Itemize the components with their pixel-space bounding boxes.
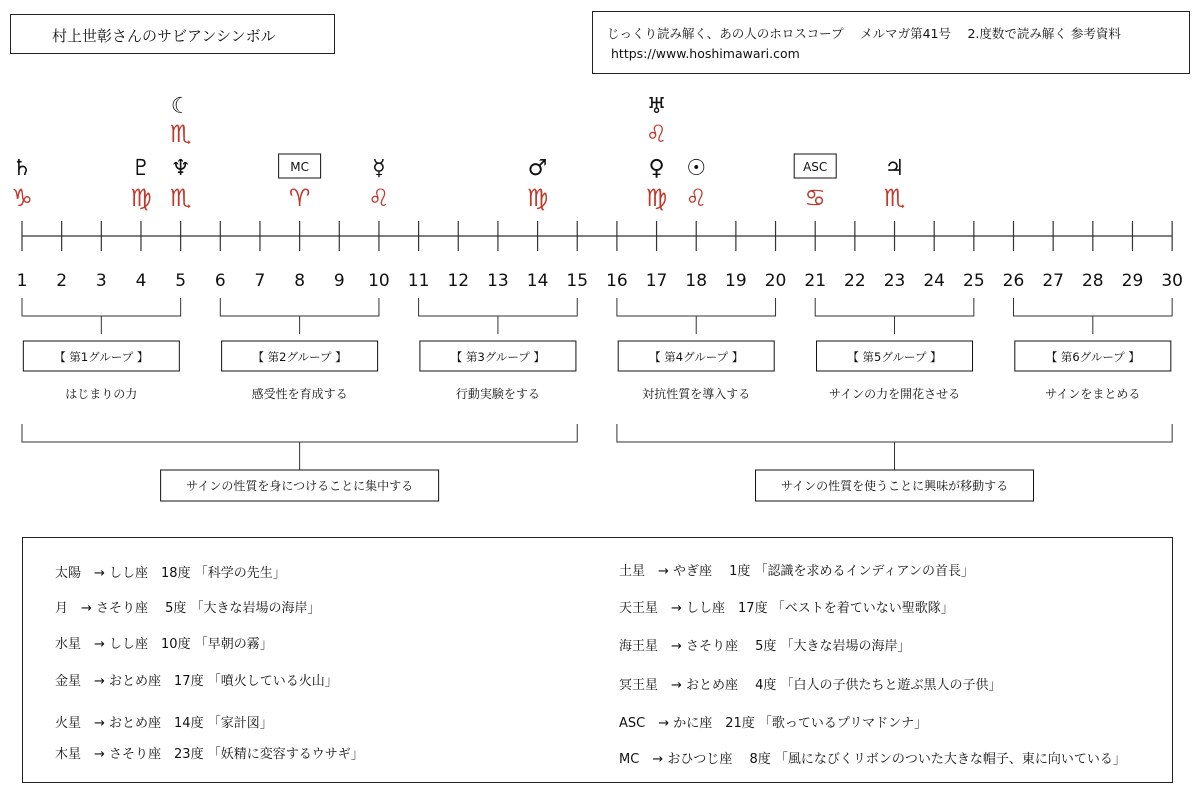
symbol-list-item: ASC → かに座 21度 「歌っているプリマドンナ」 <box>619 716 928 731</box>
group-label: 【 第5グループ 】 <box>847 350 942 364</box>
symbol-list-item: 冥王星 → おとめ座 4度 「白人の子供たちと遊ぶ黒人の子供」 <box>619 678 1002 693</box>
angle-label: ASC <box>803 160 828 174</box>
zodiac-sign-icon: ♌ <box>685 184 707 212</box>
tick-label: 21 <box>804 271 827 291</box>
tick-label: 4 <box>135 271 147 291</box>
angle-label: MC <box>290 160 309 174</box>
symbol-list-item: 土星 → やぎ座 1度 「認識を求めるインディアンの首長」 <box>619 564 975 579</box>
tick-label: 17 <box>645 271 668 291</box>
info-url: https://www.hoshimawari.com <box>611 46 800 61</box>
symbol-list-item: 太陽 → しし座 18度 「科学の先生」 <box>55 566 286 581</box>
tick-label: 20 <box>764 271 787 291</box>
zodiac-sign-icon: ♌ <box>368 184 390 212</box>
group-bracket <box>815 298 974 334</box>
tick-label: 12 <box>447 271 470 291</box>
symbol-list-item: 水星 → しし座 10度 「早朝の霧」 <box>55 637 273 652</box>
symbol-list-item: 金星 → おとめ座 17度 「噴火している火山」 <box>55 674 338 689</box>
zodiac-sign-icon: ♍ <box>130 184 152 212</box>
tick-label: 24 <box>923 271 946 291</box>
group-bracket <box>1014 298 1173 334</box>
group-label: 【 第4グループ 】 <box>649 350 744 364</box>
group-bracket <box>419 298 578 334</box>
tick-label: 14 <box>526 271 549 291</box>
half-bracket <box>617 424 1172 470</box>
group-bracket <box>22 298 181 334</box>
half-label: サインの性質を使うことに興味が移動する <box>780 479 1009 493</box>
group-bracket <box>220 298 379 334</box>
zodiac-sign-icon: ♌ <box>645 120 668 148</box>
planet-glyph-icon: ♄ <box>12 156 32 181</box>
group-description: サインをまとめる <box>1045 387 1141 401</box>
group-label: 【 第6グループ 】 <box>1045 350 1140 364</box>
group-label: 【 第2グループ 】 <box>252 350 347 364</box>
planet-glyph-icon: ♆ <box>170 156 191 181</box>
tick-label: 9 <box>333 271 345 291</box>
group-label: 【 第1グループ 】 <box>54 350 149 364</box>
tick-label: 1 <box>16 271 28 291</box>
tick-label: 25 <box>963 271 985 291</box>
tick-label: 11 <box>407 271 430 291</box>
zodiac-sign-icon: ♈ <box>288 184 311 212</box>
planet-glyph-icon: ☉ <box>686 156 707 181</box>
zodiac-sign-icon: ♏ <box>169 184 192 212</box>
group-label: 【 第3グループ 】 <box>450 350 546 364</box>
planet-glyph-icon: ♀ <box>648 156 665 181</box>
planet-glyph-icon: ☾ <box>170 94 191 119</box>
info-line-1: じっくり読み解く、あの人のホロスコープ メルマガ第41号 2.度数で読み解く 参考資料 <box>607 26 1121 41</box>
half-bracket <box>22 424 577 470</box>
planet-glyph-icon: ♂ <box>527 156 548 181</box>
tick-label: 7 <box>254 271 266 291</box>
group-bracket <box>617 298 776 334</box>
planet-glyph-icon: ♃ <box>884 156 905 181</box>
zodiac-sign-icon: ♍ <box>526 184 549 212</box>
tick-label: 27 <box>1042 271 1064 291</box>
zodiac-sign-icon: ♑ <box>11 184 33 212</box>
tick-label: 2 <box>56 271 68 291</box>
symbol-list-item: 火星 → おとめ座 14度 「家計図」 <box>55 716 273 731</box>
tick-label: 13 <box>487 271 509 291</box>
tick-label: 30 <box>1161 271 1183 291</box>
tick-label: 15 <box>566 271 589 291</box>
symbol-list-item: 月 → さそり座 5度 「大きな岩場の海岸」 <box>55 601 321 616</box>
zodiac-sign-icon: ♋ <box>804 184 826 212</box>
tick-label: 28 <box>1081 271 1104 291</box>
planet-glyph-icon: ☿ <box>372 156 386 181</box>
tick-label: 29 <box>1121 271 1144 291</box>
symbol-list-item: 天王星 → しし座 17度 「ベストを着ていない聖歌隊」 <box>619 601 954 616</box>
tick-label: 10 <box>368 271 390 291</box>
planet-glyph-icon: ♅ <box>646 94 667 119</box>
group-description: 感受性を育成する <box>251 387 348 401</box>
symbol-list-item: 海王星 → さそり座 5度 「大きな岩場の海岸」 <box>619 639 911 654</box>
half-label: サインの性質を身につけることに集中する <box>186 479 414 493</box>
tick-label: 22 <box>844 271 866 291</box>
tick-label: 19 <box>725 271 747 291</box>
group-description: サインの力を開花させる <box>828 387 961 401</box>
tick-label: 18 <box>685 271 708 291</box>
tick-label: 23 <box>883 271 906 291</box>
tick-label: 5 <box>175 271 187 291</box>
group-description: はじまりの力 <box>65 387 138 401</box>
symbol-list-item: MC → おひつじ座 8度 「風になびくリボンのついた大きな帽子、東に向いている」 <box>619 752 1126 767</box>
zodiac-sign-icon: ♏ <box>883 184 906 212</box>
page-title: 村上世彰さんのサビアンシンボル <box>52 27 276 45</box>
tick-label: 3 <box>95 271 107 291</box>
zodiac-sign-icon: ♏ <box>169 120 192 148</box>
zodiac-sign-icon: ♍ <box>645 184 668 212</box>
tick-label: 8 <box>294 271 306 291</box>
tick-label: 26 <box>1002 271 1025 291</box>
group-description: 対抗性質を導入する <box>642 387 751 401</box>
group-description: 行動実験をする <box>455 387 540 401</box>
tick-label: 16 <box>606 271 628 291</box>
symbol-list-box <box>22 537 1173 783</box>
tick-label: 6 <box>214 271 226 291</box>
planet-glyph-icon: ♇ <box>131 156 151 181</box>
symbol-list-item: 木星 → さそり座 23度 「妖精に変容するウサギ」 <box>55 747 364 762</box>
